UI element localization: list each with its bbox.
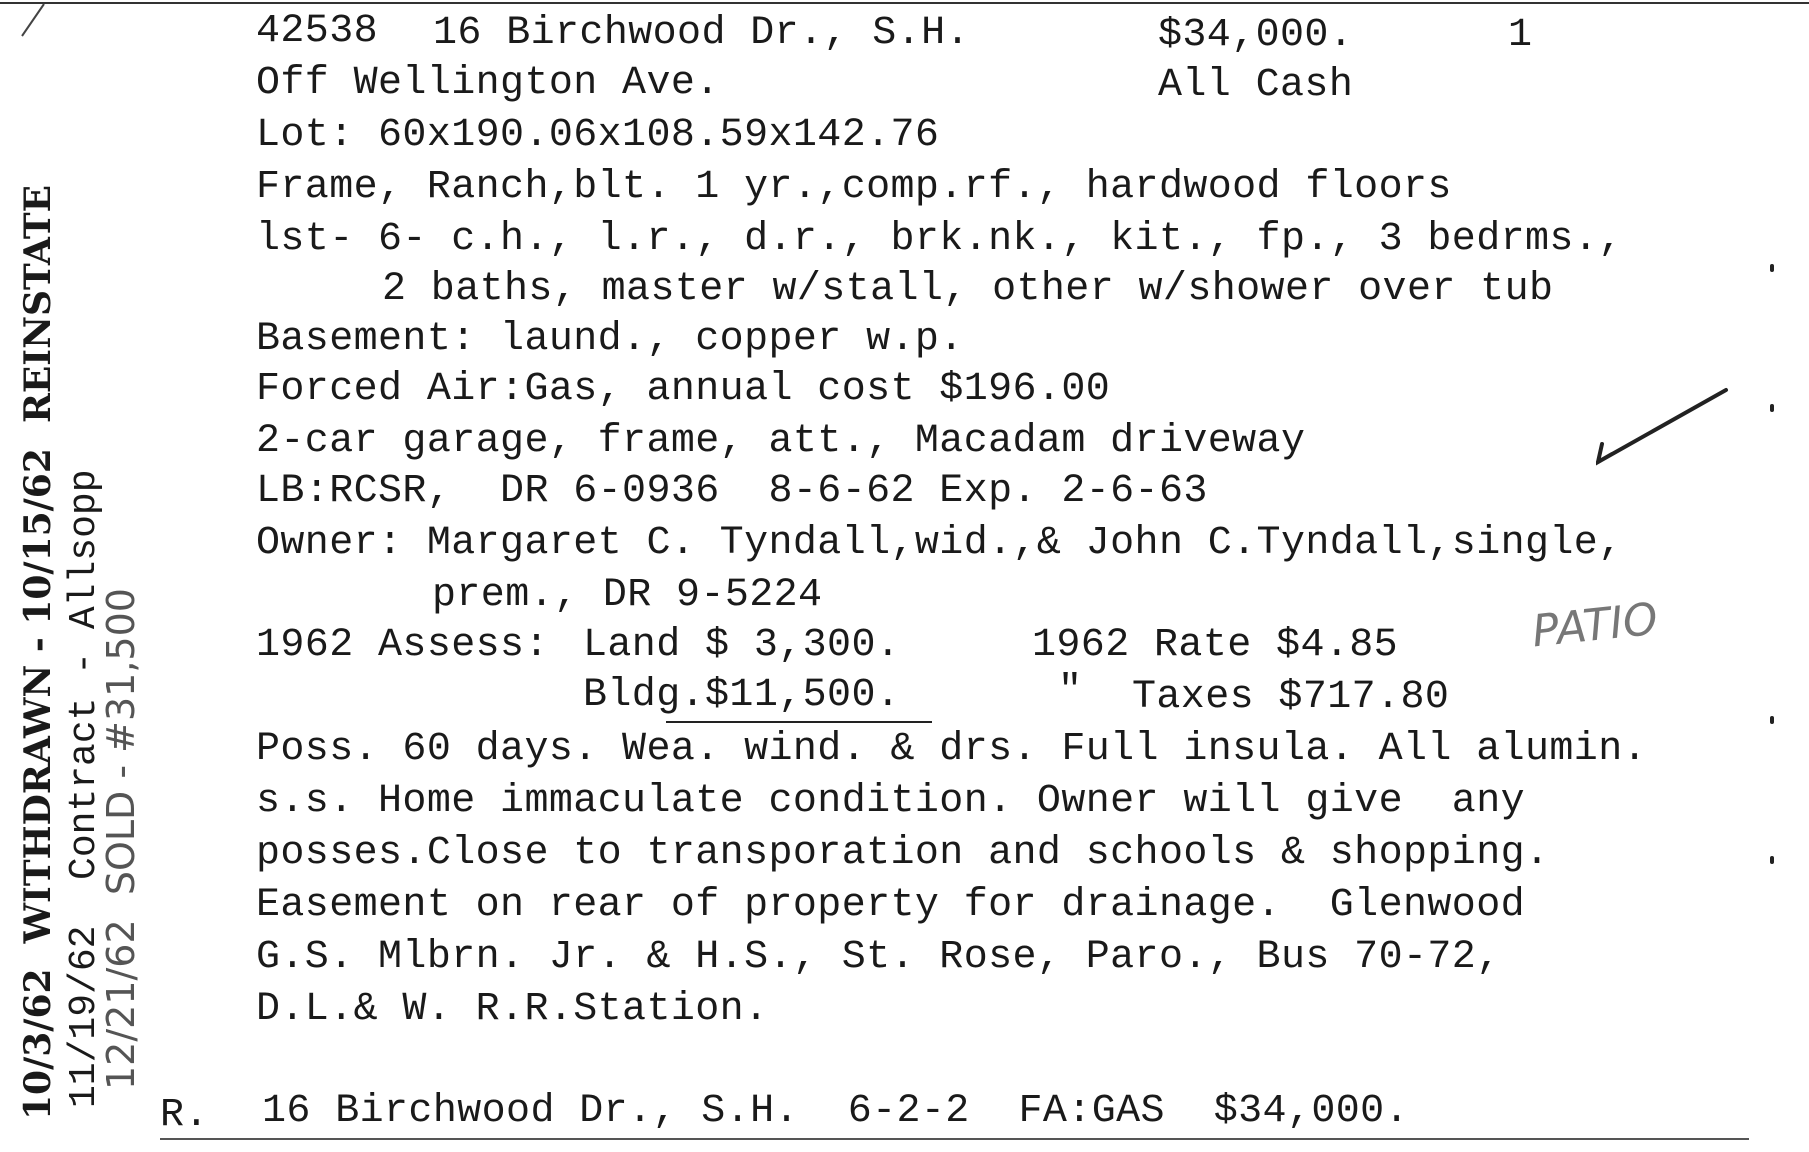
remark-line: Easement on rear of property for drainage. Glenwood: [256, 883, 1526, 928]
listing-number: 42538: [256, 9, 379, 54]
listing-broker: LB:RCSR, DR 6-0936 8-6-62 Exp. 2-6-63: [256, 469, 1208, 514]
punch-mark: [1770, 856, 1774, 864]
corner-tick-icon: [20, 0, 50, 40]
card-top-edge: [0, 2, 1809, 4]
status-stamp-contract: 11/19/62 Contract - Allsopp: [63, 469, 106, 1108]
remark-line: s.s. Home immaculate condition. Owner will give any: [256, 779, 1526, 824]
price: $34,000.: [1158, 13, 1354, 58]
card-bottom-edge: [160, 1138, 1749, 1140]
owner-premises: prem., DR 9-5224: [432, 573, 823, 618]
footer-summary: 16 Birchwood Dr., S.H. 6-2-2 FA:GAS $34,000.: [262, 1089, 1409, 1134]
status-stamp-sold: 12/21/62 SOLD - #31,500: [99, 588, 143, 1090]
remark-line: posses.Close to transporation and schools & shopping.: [256, 831, 1550, 876]
handwritten-note: PATIO: [1529, 593, 1661, 658]
address: 16 Birchwood Dr., S.H.: [433, 11, 970, 56]
first-floor-baths: 2 baths, master w/stall, other w/shower over tub: [382, 267, 1554, 312]
footer-prefix: R.: [160, 1093, 209, 1138]
status-stamp-withdrawn-reinstate: 10/3/62 WITHDRAWN - 10/15/62 REINSTATE: [17, 184, 59, 1120]
construction: Frame, Ranch,blt. 1 yr.,comp.rf., hardwood floors: [256, 165, 1452, 210]
heating: Forced Air:Gas, annual cost $196.00: [256, 367, 1111, 412]
checkmark-icon: [1596, 384, 1736, 474]
card-number: 1: [1508, 13, 1533, 58]
terms: All Cash: [1158, 63, 1354, 108]
assessment-land: Land $ 3,300.: [583, 623, 901, 668]
lot-dimensions: Lot: 60x190.06x108.59x142.76: [256, 113, 940, 158]
punch-mark: [1770, 404, 1774, 412]
tax-rate: 1962 Rate $4.85: [1032, 623, 1399, 668]
ditto-mark: ": [1058, 669, 1083, 714]
garage: 2-car garage, frame, att., Macadam driveway: [256, 419, 1306, 464]
assessment-bldg: Bldg.$11,500.: [583, 673, 901, 718]
taxes: Taxes $717.80: [1132, 675, 1450, 720]
punch-mark: [1770, 716, 1774, 724]
owner: Owner: Margaret C. Tyndall,wid.,& John C.Tyndall,single,: [256, 521, 1623, 566]
assessment-label: 1962 Assess:: [256, 623, 549, 668]
first-floor-rooms: lst- 6- c.h., l.r., d.r., brk.nk., kit., fp., 3 bedrms.,: [256, 217, 1623, 262]
bldg-underline: [666, 721, 932, 723]
basement: Basement: laund., copper w.p.: [256, 317, 964, 362]
remark-line: G.S. Mlbrn. Jr. & H.S., St. Rose, Paro., Bus 70-72,: [256, 935, 1501, 980]
punch-mark: [1770, 264, 1774, 272]
remark-line: Poss. 60 days. Wea. wind. & drs. Full insula. All alumin.: [256, 727, 1648, 772]
remark-line: D.L.& W. R.R.Station.: [256, 987, 769, 1032]
cross-street: Off Wellington Ave.: [256, 61, 720, 106]
